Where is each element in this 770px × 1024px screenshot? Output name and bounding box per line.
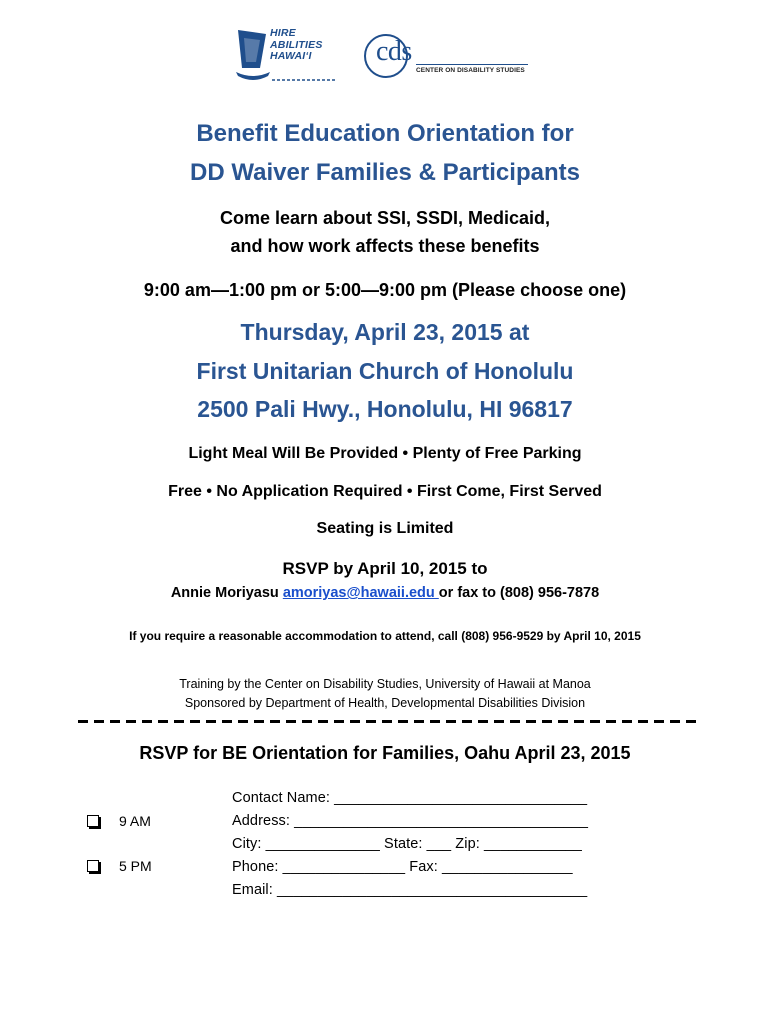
hire-logo-line: ABILITIES (270, 38, 323, 51)
hire-logo-line: HAWAI‘I (270, 50, 312, 62)
cds-logo-text: cds (376, 36, 412, 67)
cds-logo-subtitle: CENTER ON DISABILITY STUDIES (416, 67, 525, 74)
cds-logo (364, 34, 534, 84)
event-address: 2500 Pali Hwy., Honolulu, HI 96817 (197, 396, 573, 422)
email-field[interactable]: Email: ______________________________________ (232, 882, 588, 898)
option-9am-label: 9 AM (119, 813, 151, 829)
intro-line-1: Come learn about SSI, SSDI, Medicaid, (219, 208, 551, 228)
event-date: Thursday, April 23, 2015 at (240, 319, 530, 345)
contact-name: Annie Moriyasu (170, 585, 283, 601)
intro-line-2: and how work affects these benefits (230, 236, 540, 256)
hire-logo-line: HIRE (270, 27, 296, 39)
option-5pm-label: 5 PM (119, 858, 152, 874)
footer-line-2: Sponsored by Department of Health, Developmental Disabilities Division (184, 696, 586, 710)
rsvp-form-heading: RSVP for BE Orientation for Families, Oahu April 23, 2015 (139, 743, 631, 763)
contact-name-field[interactable]: Contact Name: _______________________________ (232, 790, 588, 806)
accommodation-note: If you require a reasonable accommodation to attend, call (808) 956-9529 by April 10, 2015 (129, 629, 641, 643)
details-line-1: Light Meal Will Be Provided • Plenty of Free Parking (188, 445, 582, 462)
wave-icon (236, 76, 346, 86)
option-9am[interactable] (87, 813, 151, 829)
address-field[interactable]: Address: ____________________________________ (232, 813, 589, 829)
hire-abilities-logo (236, 28, 346, 84)
cut-line-divider (78, 720, 698, 723)
rsvp-deadline: RSVP by April 10, 2015 to (282, 559, 488, 578)
footer-line-1: Training by the Center on Disability Studies, University of Hawaii at Manoa (179, 677, 591, 691)
rsvp-contact (0, 585, 770, 601)
cds-divider (416, 64, 528, 65)
details-line-2: Free • No Application Required • First Come, First Served (168, 483, 602, 500)
page-title-line-2: DD Waiver Families & Participants (190, 159, 580, 186)
city-state-zip-field[interactable]: City: ______________ State: ___ Zip: ____________ (232, 836, 582, 852)
phone-fax-field[interactable]: Phone: _______________ Fax: ________________ (232, 859, 573, 875)
page-title-line-1: Benefit Education Orientation for (196, 120, 574, 147)
event-venue: First Unitarian Church of Honolulu (196, 358, 574, 384)
session-times: 9:00 am—1:00 pm or 5:00—9:00 pm (Please choose one) (143, 280, 627, 300)
contact-fax: or fax to (808) 956-7878 (438, 585, 600, 601)
contact-email-link[interactable]: amoriyas@hawaii.edu (282, 585, 439, 601)
option-5pm[interactable] (87, 858, 152, 874)
checkbox-icon[interactable] (87, 860, 99, 872)
checkbox-icon[interactable] (87, 815, 99, 827)
details-line-3: Seating is Limited (316, 520, 454, 537)
